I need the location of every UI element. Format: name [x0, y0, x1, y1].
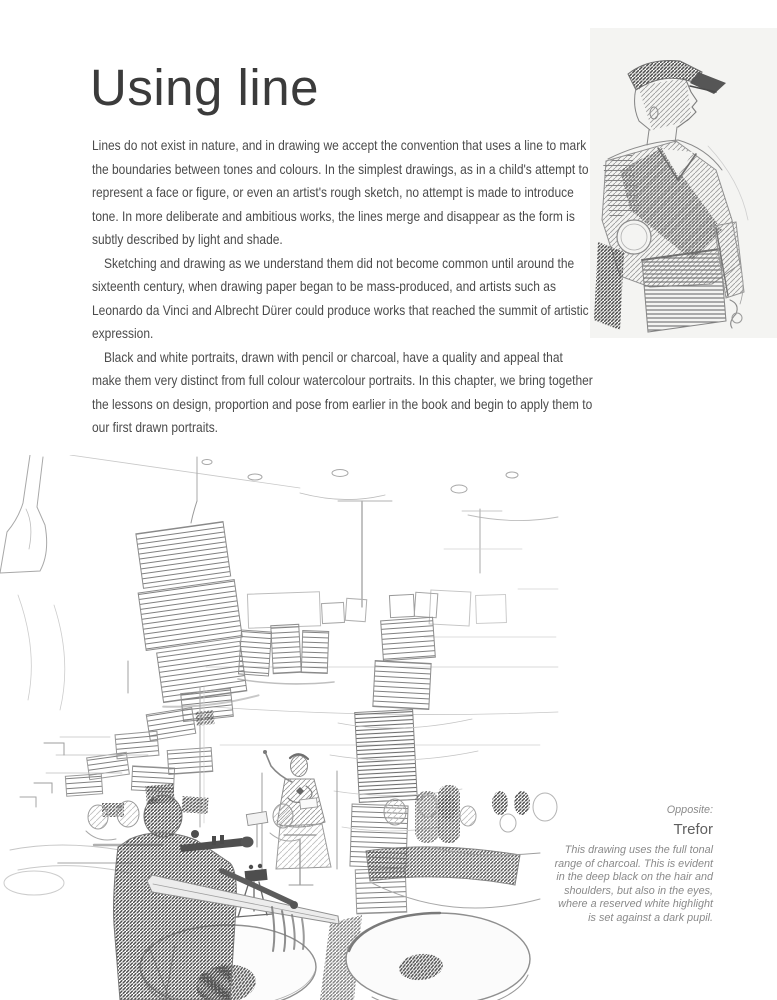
orchestra-sketch-image [0, 455, 560, 1000]
caption-opposite-label: Opposite: [666, 804, 713, 816]
body-paragraph: Black and white portraits, drawn with pencil or charcoal, have a quality and appeal that make them very distinct from full colour watercolour portraits. In this chapter, we bring together the lessons on design, proportion and pose from earlier in the book and begin to apply them to our first drawn portraits. [92, 348, 593, 435]
portrait-sketch-image [590, 28, 777, 338]
body-text [92, 134, 593, 440]
caption-text: This drawing uses the full tonal range of charcoal. This is evident in the deep black on the hair and shoulders, but also in the eyes, where a reserved white highlight is set against a dark pupil. [554, 844, 713, 924]
page-title: Using line [90, 59, 319, 116]
image-caption [553, 804, 713, 926]
hanging-panel-column-center [130, 520, 259, 712]
orchestra-sketch-drawing [0, 455, 560, 1000]
portrait-sketch-drawing [590, 28, 777, 338]
hanging-panels-far-right [429, 549, 558, 626]
capped-man-sketch [594, 61, 748, 332]
caption-title: Trefor [673, 821, 713, 838]
body-paragraph: Lines do not exist in nature, and in drawing we accept the convention that uses a line to mark the boundaries between tones and colours. In the simplest drawings, as in a child's attempt to represent a face or figure, or even an artist's rough sketch, no attempt is made to introduce tone. In more deliberate and ambitious works, the lines merge and disappear as the form is subtly described by light and shade. [92, 137, 589, 247]
body-paragraph: Sketching and drawing as we understand them did not become common until around the sixteenth century, when drawing paper began to be mass-produced, and artists such as Leonardo da Vinci and Albrecht Dürer could produce works that reached the summit of artistic expression. [92, 254, 589, 341]
